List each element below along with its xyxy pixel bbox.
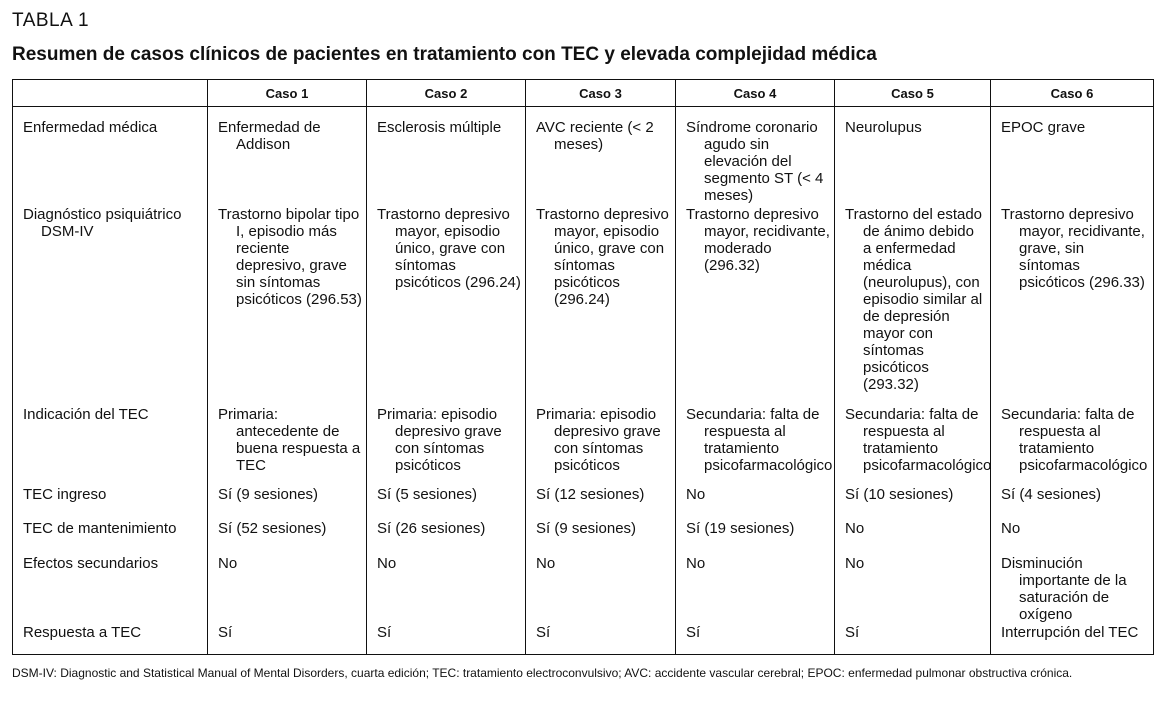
cell-text: Sí (4 sesiones) bbox=[1001, 486, 1102, 503]
cell-text: Sí (9 sesiones) bbox=[218, 486, 319, 503]
table-cell bbox=[367, 520, 526, 555]
table-cell bbox=[991, 406, 1154, 486]
cell-text: Sí bbox=[845, 624, 860, 641]
cell-text: Trastorno depresivo mayor, recidivante, grave, sin síntomas psicóticos (296.33) bbox=[1001, 206, 1145, 291]
table-cell bbox=[835, 520, 991, 555]
cell-text: Sí (19 sesiones) bbox=[686, 520, 795, 537]
table-cell bbox=[526, 107, 676, 207]
cell-text: Sí (9 sesiones) bbox=[536, 520, 637, 537]
table-cell bbox=[835, 486, 991, 520]
table-cell bbox=[526, 206, 676, 406]
table-cell bbox=[367, 406, 526, 486]
table-cell bbox=[367, 486, 526, 520]
cell-text: Disminución importante de la saturación de oxígeno bbox=[1001, 555, 1127, 623]
table-cell bbox=[526, 406, 676, 486]
table-cell bbox=[835, 624, 991, 655]
header-caso-4: Caso 4 bbox=[676, 80, 835, 107]
table-row bbox=[13, 206, 1154, 406]
cell-text: AVC reciente (< 2 meses) bbox=[536, 119, 654, 153]
row-label bbox=[13, 520, 208, 555]
cell-text: No bbox=[218, 555, 238, 572]
header-row bbox=[13, 80, 1154, 107]
table-label: TABLA 1 bbox=[12, 10, 90, 31]
table-cell bbox=[991, 624, 1154, 655]
table-cell bbox=[676, 206, 835, 406]
row-label-text: Indicación del TEC bbox=[23, 406, 149, 423]
cell-text: Trastorno del estado de ánimo debido a enfermedad médica (neurolupus), con episodio similar al de depresión mayor con síntomas psicóticos (293.32) bbox=[845, 206, 983, 393]
cell-text: Trastorno depresivo mayor, recidivante, moderado (296.32) bbox=[686, 206, 830, 274]
cell-text: Sí bbox=[536, 624, 551, 641]
cell-text: Sí (12 sesiones) bbox=[536, 486, 645, 503]
table-cell bbox=[208, 520, 367, 555]
row-label-text: Efectos secundarios bbox=[23, 555, 159, 572]
table-cell bbox=[676, 624, 835, 655]
table-cell bbox=[526, 624, 676, 655]
cell-text: Sí (52 sesiones) bbox=[218, 520, 327, 537]
cell-text: Esclerosis múltiple bbox=[377, 119, 502, 136]
row-label-text: Respuesta a TEC bbox=[23, 624, 142, 641]
table-row bbox=[13, 107, 1154, 207]
table-cell bbox=[367, 107, 526, 207]
table-cell bbox=[991, 107, 1154, 207]
cell-text: Sí bbox=[686, 624, 701, 641]
table-title: Resumen de casos clínicos de pacientes en tratamiento con TEC y elevada complejidad médica bbox=[12, 44, 877, 65]
row-label-text: Enfermedad médica bbox=[23, 119, 158, 136]
row-label-text: TEC ingreso bbox=[23, 486, 107, 503]
cell-text: Interrupción del TEC bbox=[1001, 624, 1139, 641]
row-label bbox=[13, 486, 208, 520]
cell-text: No bbox=[536, 555, 556, 572]
table-cell bbox=[991, 520, 1154, 555]
cell-text: Sí (26 sesiones) bbox=[377, 520, 486, 537]
table-cell bbox=[367, 624, 526, 655]
cell-text: Secundaria: falta de respuesta al tratamiento psicofarmacológico bbox=[686, 406, 833, 474]
cell-text: Enfermedad de Addison bbox=[218, 119, 321, 153]
table-cell bbox=[367, 206, 526, 406]
header-caso-6: Caso 6 bbox=[991, 80, 1154, 107]
row-label bbox=[13, 555, 208, 624]
cell-text: Secundaria: falta de respuesta al tratamiento psicofarmacológico bbox=[845, 406, 992, 474]
cell-text: Trastorno depresivo mayor, episodio único, grave con síntomas psicóticos (296.24) bbox=[536, 206, 669, 308]
cell-text: No bbox=[845, 555, 865, 572]
cell-text: Sí bbox=[218, 624, 233, 641]
table-row bbox=[13, 406, 1154, 486]
cell-text: No bbox=[1001, 520, 1021, 537]
header-empty bbox=[13, 80, 208, 107]
table-cell bbox=[676, 520, 835, 555]
table-cell bbox=[526, 520, 676, 555]
table-row bbox=[13, 486, 1154, 520]
row-label bbox=[13, 406, 208, 486]
cell-text: EPOC grave bbox=[1001, 119, 1086, 136]
table-cell bbox=[526, 486, 676, 520]
table-cell bbox=[835, 555, 991, 624]
cell-text: Primaria: episodio depresivo grave con síntomas psicóticos bbox=[536, 406, 661, 474]
table-cell bbox=[208, 624, 367, 655]
clinical-cases-table bbox=[12, 79, 1154, 655]
cell-text: Sí (10 sesiones) bbox=[845, 486, 954, 503]
table-cell bbox=[367, 555, 526, 624]
row-label bbox=[13, 624, 208, 655]
table-cell bbox=[208, 107, 367, 207]
table-row bbox=[13, 520, 1154, 555]
header-caso-2: Caso 2 bbox=[367, 80, 526, 107]
table-row bbox=[13, 624, 1154, 655]
table-cell bbox=[526, 555, 676, 624]
row-label bbox=[13, 107, 208, 207]
cell-text: Secundaria: falta de respuesta al tratamiento psicofarmacológico bbox=[1001, 406, 1148, 474]
table-cell bbox=[208, 486, 367, 520]
cell-text: No bbox=[377, 555, 397, 572]
cell-text: Primaria: episodio depresivo grave con síntomas psicóticos bbox=[377, 406, 502, 474]
table-cell bbox=[991, 206, 1154, 406]
table-cell bbox=[676, 107, 835, 207]
table-cell bbox=[991, 486, 1154, 520]
cell-text: No bbox=[686, 555, 706, 572]
table-row bbox=[13, 555, 1154, 624]
cell-text: Neurolupus bbox=[845, 119, 922, 136]
cell-text: Primaria: antecedente de buena respuesta a TEC bbox=[218, 406, 361, 474]
footnote: DSM-IV: Diagnostic and Statistical Manual of Mental Disorders, cuarta edición; TEC: tratamiento electroconvulsivo; AVC: accidente vascular cerebral; EPOC: enfermedad pulmonar obstructiva crónica. bbox=[12, 666, 1073, 680]
table-cell bbox=[676, 555, 835, 624]
table-cell bbox=[835, 107, 991, 207]
table-cell bbox=[835, 406, 991, 486]
table-cell bbox=[676, 406, 835, 486]
cell-text: Sí (5 sesiones) bbox=[377, 486, 478, 503]
table-cell bbox=[835, 206, 991, 406]
cell-text: Trastorno depresivo mayor, episodio único, grave con síntomas psicóticos (296.24) bbox=[377, 206, 521, 291]
cell-text: No bbox=[845, 520, 865, 537]
header-caso-5: Caso 5 bbox=[835, 80, 991, 107]
header-caso-1: Caso 1 bbox=[208, 80, 367, 107]
cell-text: No bbox=[686, 486, 706, 503]
table-cell bbox=[208, 406, 367, 486]
row-label bbox=[13, 206, 208, 406]
cell-text: Sí bbox=[377, 624, 392, 641]
row-label-text: Diagnóstico psiquiátrico DSM-IV bbox=[23, 206, 182, 240]
table-cell bbox=[208, 555, 367, 624]
table-cell bbox=[208, 206, 367, 406]
cell-text: Trastorno bipolar tipo I, episodio más reciente depresivo, grave sin síntomas psicóticos (296.53) bbox=[218, 206, 362, 308]
table-cell bbox=[991, 555, 1154, 624]
table-cell bbox=[676, 486, 835, 520]
cell-text: Síndrome coronario agudo sin elevación del segmento ST (< 4 meses) bbox=[686, 119, 824, 204]
header-caso-3: Caso 3 bbox=[526, 80, 676, 107]
row-label-text: TEC de mantenimiento bbox=[23, 520, 177, 537]
